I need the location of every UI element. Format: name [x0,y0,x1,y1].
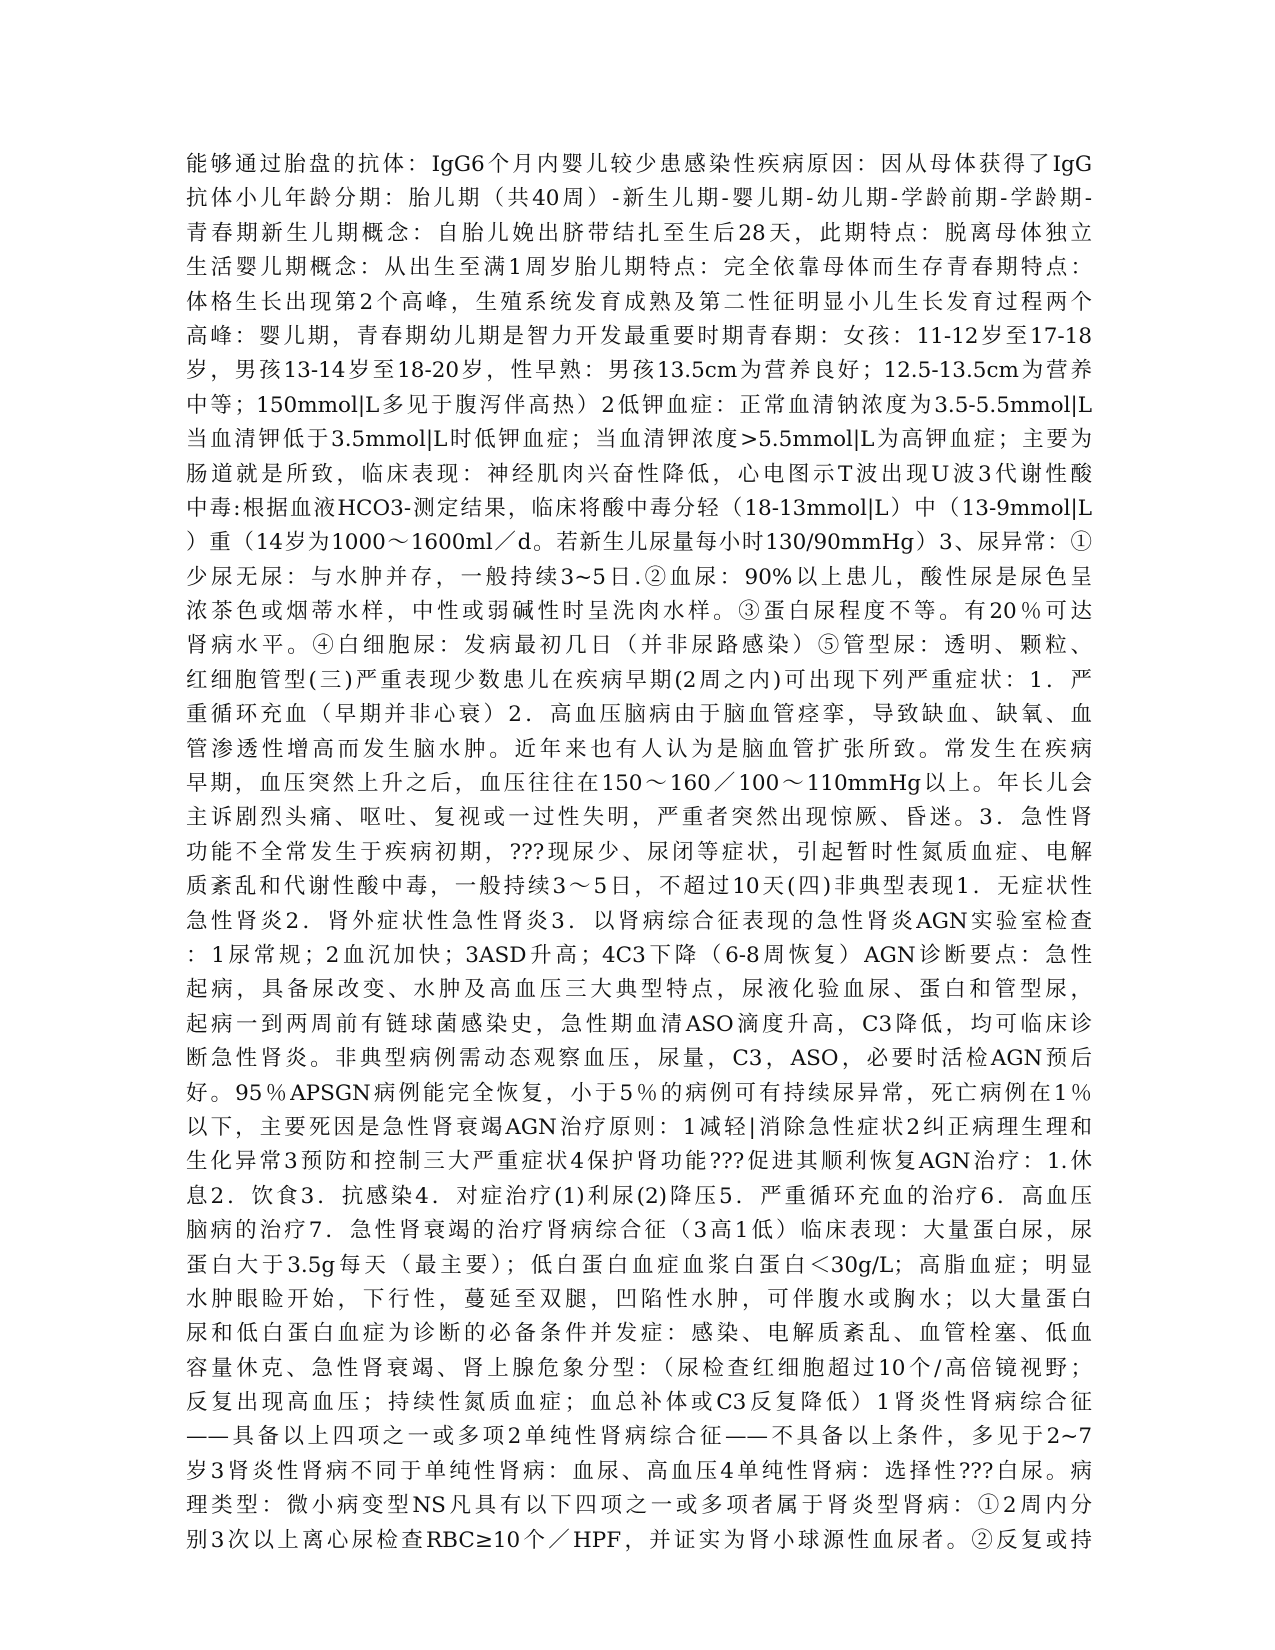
text-line: 生活婴儿期概念：从出生至满1周岁胎儿期特点：完全依靠母体而生存青春期特点： [186,255,1092,281]
text-line: 尿和低白蛋白血症为诊断的必备条件并发症：感染、电解质紊乱、血管栓塞、低血 [186,1321,1092,1347]
text-line: 当血清钾低于3.5mmol|L时低钾血症；当血清钾浓度>5.5mmol|L为高钾血症；主要为 [186,427,1092,453]
text-line: 质紊乱和代谢性酸中毒，一般持续3～5日，不超过10天(四)非典型表现1．无症状性 [186,874,1092,900]
text-line: 容量休克、急性肾衰竭、肾上腺危象分型：（尿检查红细胞超过10个/高倍镜视野； [186,1355,1092,1381]
text-line: 理类型：微小病变型NS凡具有以下四项之一或多项者属于肾炎型肾病：①2周内分 [186,1493,1092,1519]
text-line: 少尿无尿：与水肿并存，一般持续3~5日.②血尿：90%以上患儿，酸性尿是尿色呈 [186,564,1092,590]
text-line: 中等；150mmol|L多见于腹泻伴高热）2低钾血症：正常血清钠浓度为3.5-5.5mmol|L [186,392,1092,418]
text-line: ）重（14岁为1000～1600ml／d。若新生儿尿量每小时130/90mmHg）3、尿异常：① [186,530,1092,556]
text-line: 岁，男孩13-14岁至18-20岁，性早熟：男孩13.5cm为营养良好；12.5-13.5cm为营养 [186,358,1092,384]
text-line: 早期，血压突然上升之后，血压往往在150～160／100～110mmHg以上。年长儿会 [186,771,1092,797]
text-line: 重循环充血（早期并非心衰）2．高血压脑病由于脑血管痉挛，导致缺血、缺氧、血 [186,702,1092,728]
text-line: 高峰：婴儿期，青春期幼儿期是智力开发最重要时期青春期：女孩：11-12岁至17-18 [186,323,1092,349]
text-line: ——具备以上四项之一或多项2单纯性肾病综合征——不具备以上条件，多见于2~7 [186,1424,1092,1450]
text-line: 主诉剧烈头痛、呕吐、复视或一过性失明，严重者突然出现惊厥、昏迷。3．急性肾 [186,805,1092,831]
text-line: 中毒:根据血液HCO3-测定结果，临床将酸中毒分轻（18-13mmol|L）中（13-9mmol|L [186,495,1092,521]
text-line: 肾病水平。④白细胞尿：发病最初几日（并非尿路感染）⑤管型尿：透明、颗粒、 [186,633,1092,659]
text-line: 急性肾炎2．肾外症状性急性肾炎3．以肾病综合征表现的急性肾炎AGN实验室检查 [186,908,1092,934]
body-text [186,148,1092,1558]
text-line: 息2．饮食3．抗感染4．对症治疗(1)利尿(2)降压5．严重循环充血的治疗6．高血压 [186,1183,1092,1209]
text-line: 以下，主要死因是急性肾衰竭AGN治疗原则：1减轻|消除急性症状2纠正病理生理和 [186,1114,1092,1140]
text-line: 别3次以上离心尿检查RBC≥10个／HPF，并证实为肾小球源性血尿者。②反复或持 [186,1527,1092,1553]
text-line: 红细胞管型(三)严重表现少数患儿在疾病早期(2周之内)可出现下列严重症状：1．严 [186,667,1092,693]
text-line: 青春期新生儿期概念：自胎儿娩出脐带结扎至生后28天，此期特点：脱离母体独立 [186,220,1092,246]
text-line: 生化异常3预防和控制三大严重症状4保护肾功能???促进其顺利恢复AGN治疗：1.休 [186,1149,1092,1175]
text-line: 浓茶色或烟蒂水样，中性或弱碱性时呈洗肉水样。③蛋白尿程度不等。有20％可达 [186,599,1092,625]
text-line: 水肿眼睑开始，下行性，蔓延至双腿，凹陷性水肿，可伴腹水或胸水；以大量蛋白 [186,1286,1092,1312]
text-line: 起病，具备尿改变、水肿及高血压三大典型特点，尿液化验血尿、蛋白和管型尿， [186,977,1092,1003]
text-line: 蛋白大于3.5g每天（最主要）；低白蛋白血症血浆白蛋白＜30g/L；高脂血症；明显 [186,1252,1092,1278]
text-line: ：1尿常规；2血沉加快；3ASD升高；4C3下降（6-8周恢复）AGN诊断要点：急性 [186,942,1092,968]
text-line: 能够通过胎盘的抗体：IgG6个月内婴儿较少患感染性疾病原因：因从母体获得了IgG [186,152,1092,177]
text-line: 管渗透性增高而发生脑水肿。近年来也有人认为是脑血管扩张所致。常发生在疾病 [186,736,1092,762]
text-line: 脑病的治疗7．急性肾衰竭的治疗肾病综合征（3高1低）临床表现：大量蛋白尿，尿 [186,1218,1092,1244]
text-line: 断急性肾炎。非典型病例需动态观察血压，尿量，C3，ASO，必要时活检AGN预后 [186,1046,1092,1072]
text-line: 功能不全常发生于疾病初期，???现尿少、尿闭等症状，引起暂时性氮质血症、电解 [186,839,1092,865]
text-line: 岁3肾炎性肾病不同于单纯性肾病：血尿、高血压4单纯性肾病：选择性???白尿。病 [186,1458,1092,1484]
text-line: 反复出现高血压；持续性氮质血症；血总补体或C3反复降低）1肾炎性肾病综合征 [186,1390,1092,1416]
text-line: 抗体小儿年龄分期：胎儿期（共40周）-新生儿期-婴儿期-幼儿期-学龄前期-学龄期- [186,186,1092,212]
text-line: 体格生长出现第2个高峰，生殖系统发育成熟及第二性征明显小儿生长发育过程两个 [186,289,1092,315]
text-line: 好。95％APSGN病例能完全恢复，小于5％的病例可有持续尿异常，死亡病例在1％ [186,1080,1092,1106]
text-line: 肠道就是所致，临床表现：神经肌肉兴奋性降低，心电图示T波出现U波3代谢性酸 [186,461,1092,487]
text-line: 起病一到两周前有链球菌感染史，急性期血清ASO滴度升高，C3降低，均可临床诊 [186,1011,1092,1037]
